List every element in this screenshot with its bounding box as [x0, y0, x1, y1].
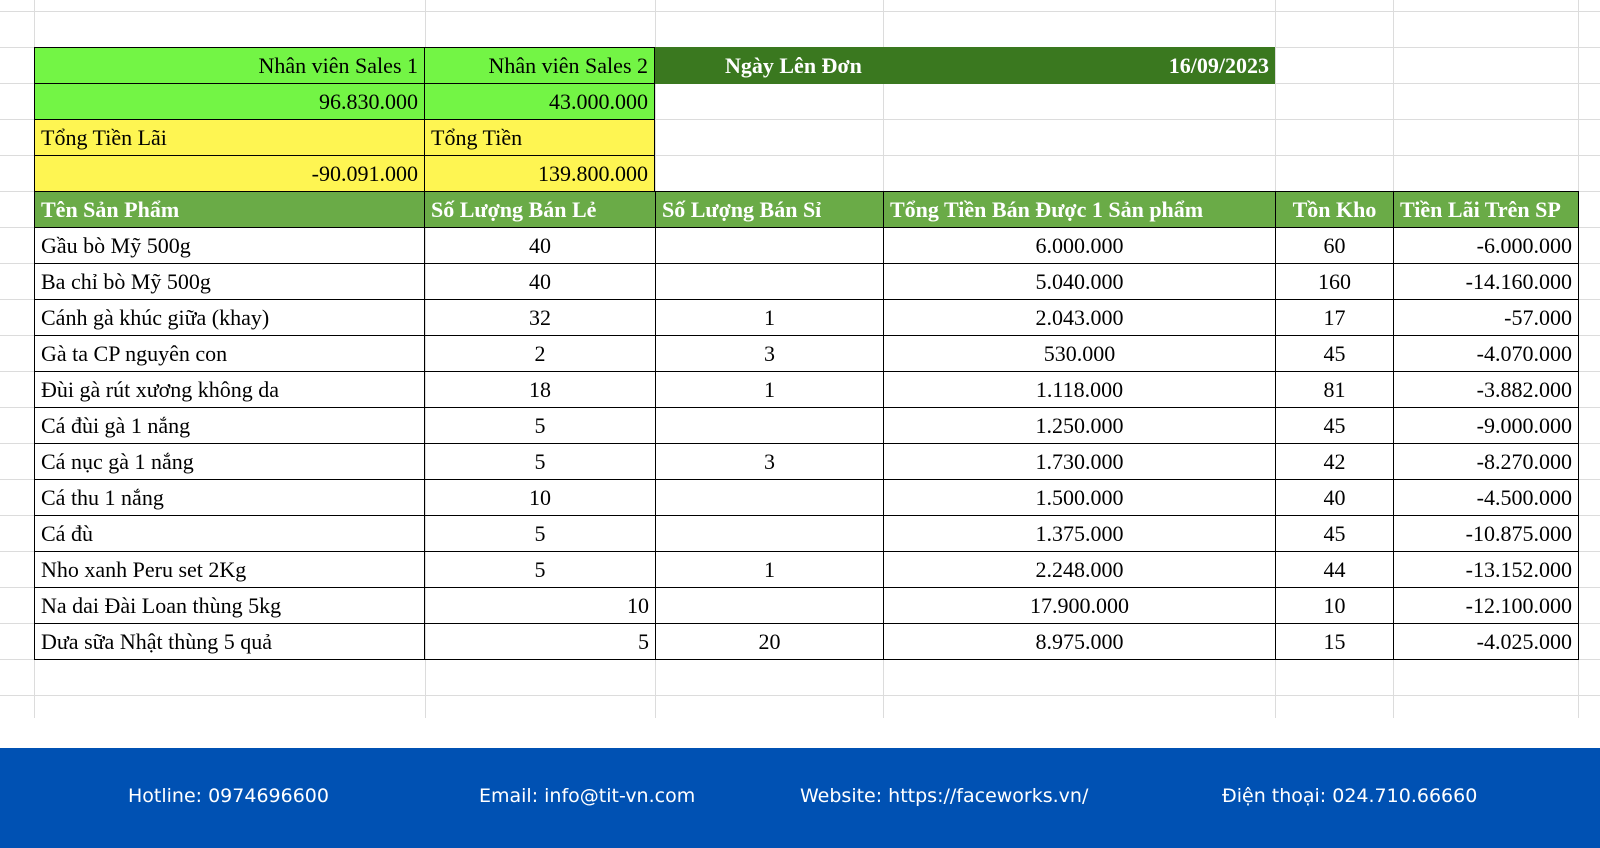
cell-stock[interactable]: 40 — [1275, 479, 1394, 516]
cell-retail-qty[interactable]: 5 — [424, 443, 656, 480]
hotline-text: Hotline: 0974696600 — [128, 785, 329, 807]
cell-stock[interactable]: 42 — [1275, 443, 1394, 480]
cell-product-name[interactable]: Na dai Đài Loan thùng 5kg — [34, 587, 425, 624]
grid-row-line — [0, 11, 1600, 12]
cell-wholesale-qty[interactable] — [655, 587, 884, 624]
cell-wholesale-qty[interactable]: 3 — [655, 443, 884, 480]
cell-product-name[interactable]: Gà ta CP nguyên con — [34, 335, 425, 372]
cell-retail-qty[interactable]: 32 — [424, 299, 656, 336]
sales1-label[interactable]: Nhân viên Sales 1 — [34, 47, 425, 84]
cell-stock[interactable]: 81 — [1275, 371, 1394, 408]
cell-retail-qty[interactable]: 18 — [424, 371, 656, 408]
profit-value[interactable]: -90.091.000 — [34, 155, 425, 192]
cell-profit[interactable]: -57.000 — [1393, 299, 1579, 336]
cell-product-name[interactable]: Cá nục gà 1 nắng — [34, 443, 425, 480]
phone-text: Điện thoại: 024.710.66660 — [1222, 785, 1478, 807]
contact-footer — [0, 748, 1600, 848]
cell-total-sales[interactable]: 8.975.000 — [883, 623, 1276, 660]
cell-wholesale-qty[interactable] — [655, 407, 884, 444]
header-wholesale-qty[interactable]: Số Lượng Bán Sỉ — [655, 191, 884, 228]
cell-wholesale-qty[interactable]: 1 — [655, 299, 884, 336]
cell-retail-qty[interactable]: 40 — [424, 263, 656, 300]
order-date-label[interactable] — [655, 47, 883, 84]
cell-total-sales[interactable]: 1.730.000 — [883, 443, 1276, 480]
email-text[interactable]: Email: info@tit-vn.com — [479, 785, 696, 807]
cell-product-name[interactable]: Cá đù — [34, 515, 425, 552]
grid-row-line — [0, 695, 1600, 696]
cell-wholesale-qty[interactable]: 20 — [655, 623, 884, 660]
cell-product-name[interactable]: Cá đùi gà 1 nắng — [34, 407, 425, 444]
cell-profit[interactable]: -12.100.000 — [1393, 587, 1579, 624]
cell-stock[interactable]: 45 — [1275, 335, 1394, 372]
cell-profit[interactable]: -10.875.000 — [1393, 515, 1579, 552]
cell-wholesale-qty[interactable] — [655, 227, 884, 264]
cell-total-sales[interactable]: 6.000.000 — [883, 227, 1276, 264]
cell-stock[interactable]: 15 — [1275, 623, 1394, 660]
cell-wholesale-qty[interactable]: 1 — [655, 371, 884, 408]
cell-profit[interactable]: -14.160.000 — [1393, 263, 1579, 300]
cell-wholesale-qty[interactable] — [655, 479, 884, 516]
cell-stock[interactable]: 10 — [1275, 587, 1394, 624]
order-date-label-text: Ngày Lên Đơn — [725, 52, 862, 78]
cell-wholesale-qty[interactable]: 3 — [655, 335, 884, 372]
total-label[interactable]: Tổng Tiền — [424, 119, 655, 156]
cell-stock[interactable]: 160 — [1275, 263, 1394, 300]
cell-retail-qty[interactable]: 5 — [424, 407, 656, 444]
cell-stock[interactable]: 60 — [1275, 227, 1394, 264]
order-date-value[interactable]: 16/09/2023 — [883, 47, 1275, 84]
cell-profit[interactable]: -13.152.000 — [1393, 551, 1579, 588]
cell-total-sales[interactable]: 1.500.000 — [883, 479, 1276, 516]
cell-total-sales[interactable]: 5.040.000 — [883, 263, 1276, 300]
cell-total-sales[interactable]: 1.375.000 — [883, 515, 1276, 552]
cell-product-name[interactable]: Đùi gà rút xương không da — [34, 371, 425, 408]
header-product-name[interactable]: Tên Sản Phẩm — [34, 191, 425, 228]
cell-total-sales[interactable]: 1.118.000 — [883, 371, 1276, 408]
cell-total-sales[interactable]: 1.250.000 — [883, 407, 1276, 444]
cell-total-sales[interactable]: 2.043.000 — [883, 299, 1276, 336]
cell-product-name[interactable]: Dưa sữa Nhật thùng 5 quả — [34, 623, 425, 660]
cell-profit[interactable]: -3.882.000 — [1393, 371, 1579, 408]
cell-profit[interactable]: -4.070.000 — [1393, 335, 1579, 372]
cell-wholesale-qty[interactable] — [655, 263, 884, 300]
cell-retail-qty[interactable]: 2 — [424, 335, 656, 372]
cell-stock[interactable]: 45 — [1275, 515, 1394, 552]
sales2-value[interactable]: 43.000.000 — [424, 83, 655, 120]
header-retail-qty[interactable]: Số Lượng Bán Lẻ — [424, 191, 656, 228]
header-stock[interactable]: Tồn Kho — [1275, 191, 1394, 228]
sales2-label[interactable]: Nhân viên Sales 2 — [424, 47, 655, 84]
header-profit[interactable]: Tiền Lãi Trên SP — [1393, 191, 1579, 228]
cell-stock[interactable]: 44 — [1275, 551, 1394, 588]
cell-wholesale-qty[interactable]: 1 — [655, 551, 884, 588]
cell-product-name[interactable]: Cánh gà khúc giữa (khay) — [34, 299, 425, 336]
cell-product-name[interactable]: Ba chỉ bò Mỹ 500g — [34, 263, 425, 300]
cell-profit[interactable]: -9.000.000 — [1393, 407, 1579, 444]
cell-profit[interactable]: -6.000.000 — [1393, 227, 1579, 264]
cell-retail-qty[interactable]: 5 — [424, 623, 656, 660]
cell-product-name[interactable]: Nho xanh Peru set 2Kg — [34, 551, 425, 588]
header-total-sales[interactable]: Tổng Tiền Bán Được 1 Sản phẩm — [883, 191, 1276, 228]
website-link[interactable]: Website: https://faceworks.vn/ — [800, 785, 1089, 807]
cell-retail-qty[interactable]: 5 — [424, 551, 656, 588]
cell-retail-qty[interactable]: 10 — [424, 479, 656, 516]
cell-total-sales[interactable]: 17.900.000 — [883, 587, 1276, 624]
cell-retail-qty[interactable]: 40 — [424, 227, 656, 264]
cell-profit[interactable]: -8.270.000 — [1393, 443, 1579, 480]
profit-label[interactable]: Tổng Tiền Lãi — [34, 119, 425, 156]
cell-profit[interactable]: -4.025.000 — [1393, 623, 1579, 660]
cell-stock[interactable]: 17 — [1275, 299, 1394, 336]
cell-product-name[interactable]: Cá thu 1 nắng — [34, 479, 425, 516]
sales1-value[interactable]: 96.830.000 — [34, 83, 425, 120]
total-value[interactable]: 139.800.000 — [424, 155, 655, 192]
cell-product-name[interactable]: Gầu bò Mỹ 500g — [34, 227, 425, 264]
cell-stock[interactable]: 45 — [1275, 407, 1394, 444]
cell-total-sales[interactable]: 530.000 — [883, 335, 1276, 372]
cell-retail-qty[interactable]: 10 — [424, 587, 656, 624]
cell-total-sales[interactable]: 2.248.000 — [883, 551, 1276, 588]
cell-retail-qty[interactable]: 5 — [424, 515, 656, 552]
cell-profit[interactable]: -4.500.000 — [1393, 479, 1579, 516]
cell-wholesale-qty[interactable] — [655, 515, 884, 552]
